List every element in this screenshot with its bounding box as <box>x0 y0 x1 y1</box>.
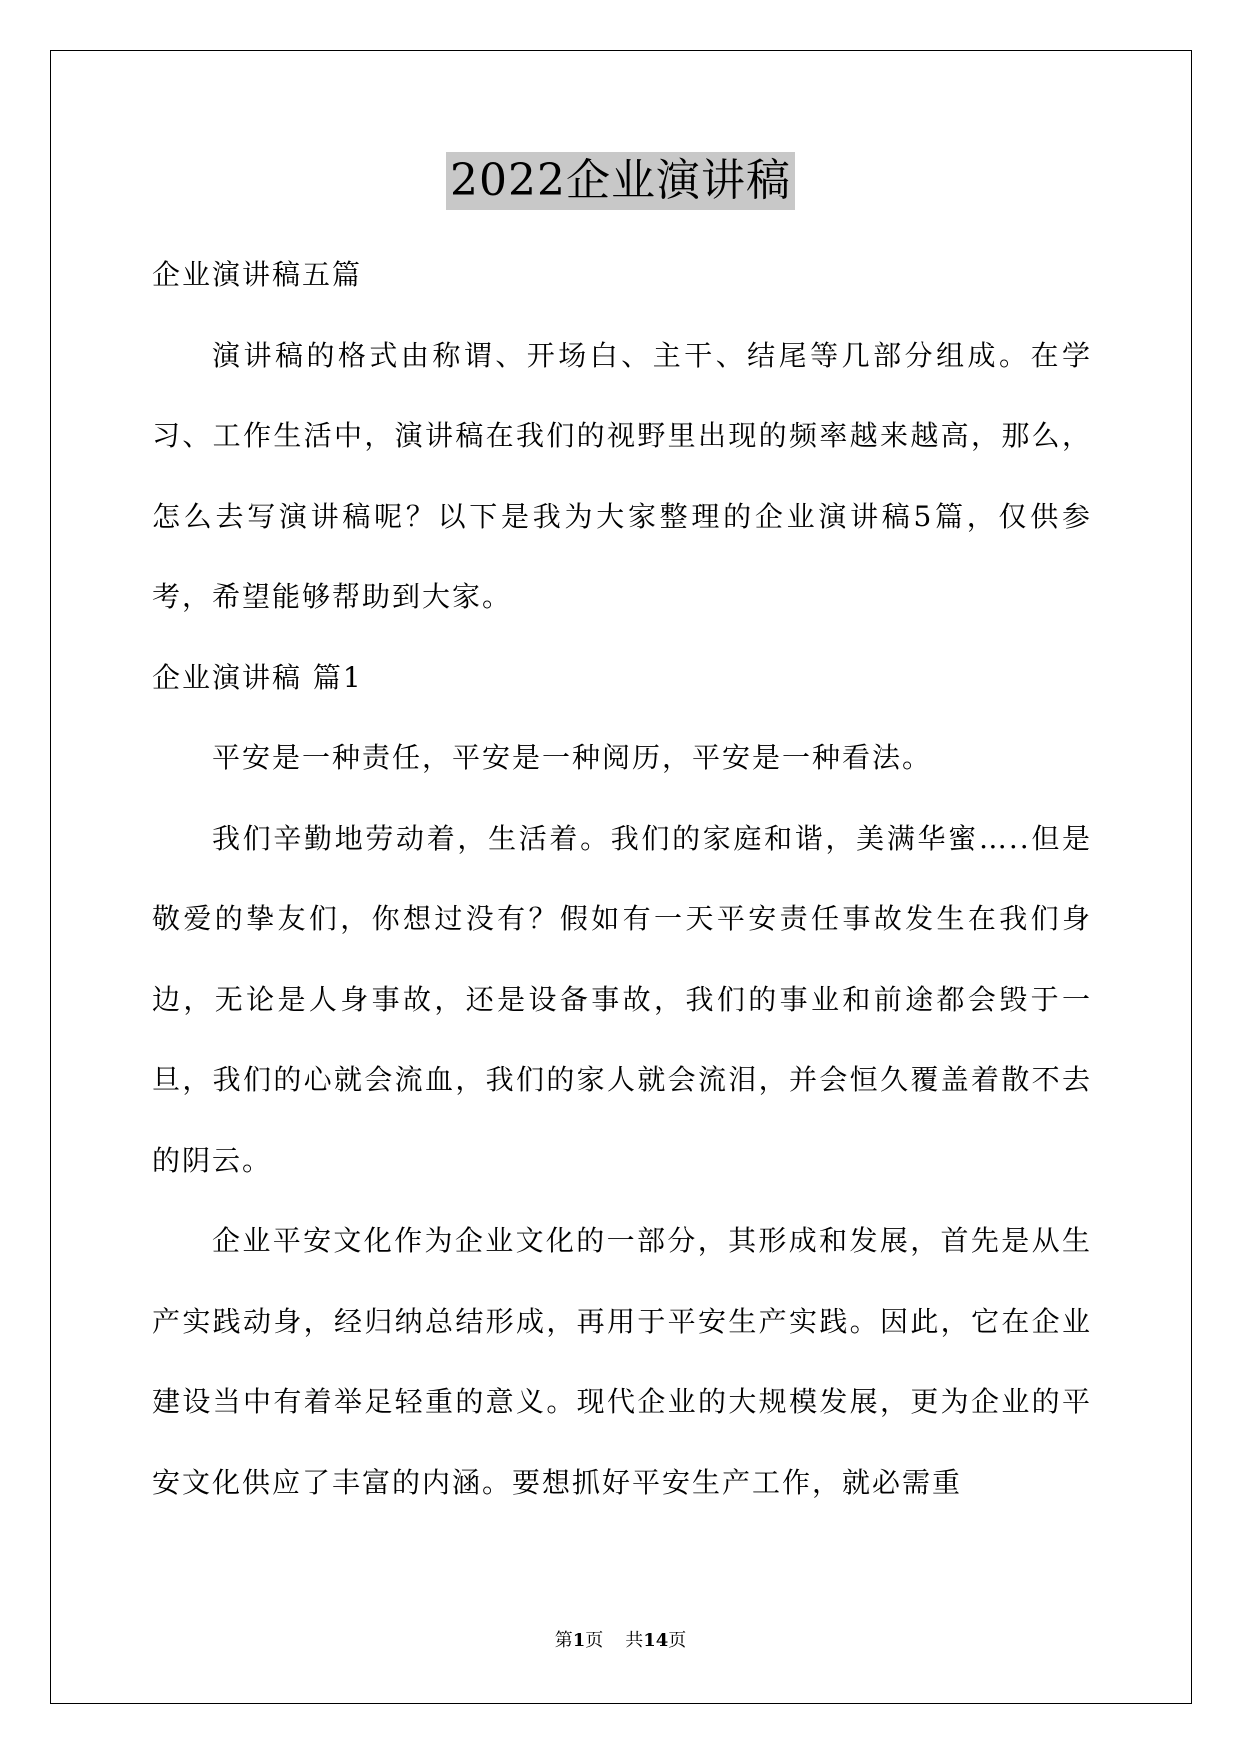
page-footer <box>0 1626 1241 1652</box>
page-prefix: 第 <box>554 1630 573 1651</box>
page-total: 14 <box>643 1630 669 1651</box>
paragraph: 平安是一种责任，平安是一种阅历，平安是一种看法。 <box>212 741 933 774</box>
paragraph: 演讲稿的格式由称谓、开场白、主干、结尾等几部分组成。在学习、工作生活中，演讲稿在我们的视野里出现的频率越来越高，那么，怎么去写演讲稿呢？以下是我为大家整理的企业演讲稿5篇，仅供参考，希望能够帮助到大家。 <box>152 338 1092 613</box>
document-body <box>152 235 1092 1523</box>
paragraph: 我们辛勤地劳动着，生活着。我们的家庭和谐，美满华蜜…..但是敬爱的挚友们，你想过没有？假如有一天平安责任事故发生在我们身边，无论是人身事故，还是设备事故，我们的事业和前途都会毁于一旦，我们的心就会流血，我们的家人就会流泪，并会恒久覆盖着散不去的阴云。 <box>152 821 1092 1177</box>
title-container <box>0 152 1241 210</box>
total-suffix: 页 <box>668 1630 687 1651</box>
document-title: 2022企业演讲稿 <box>446 152 795 210</box>
section-heading: 企业演讲稿 篇1 <box>152 660 363 694</box>
page-current: 1 <box>572 1630 586 1651</box>
paragraph: 企业平安文化作为企业文化的一部分，其形成和发展，首先是从生产实践动身，经归纳总结形成，再用于平安生产实践。因此，它在企业建设当中有着举足轻重的意义。现代企业的大规模发展，更为企业的平安文化供应了丰富的内涵。要想抓好平安生产工作，就必需重 <box>152 1224 1092 1499</box>
total-prefix: 共 <box>625 1630 644 1651</box>
paragraph: 企业演讲稿五篇 <box>152 258 363 291</box>
page-suffix: 页 <box>585 1630 604 1651</box>
